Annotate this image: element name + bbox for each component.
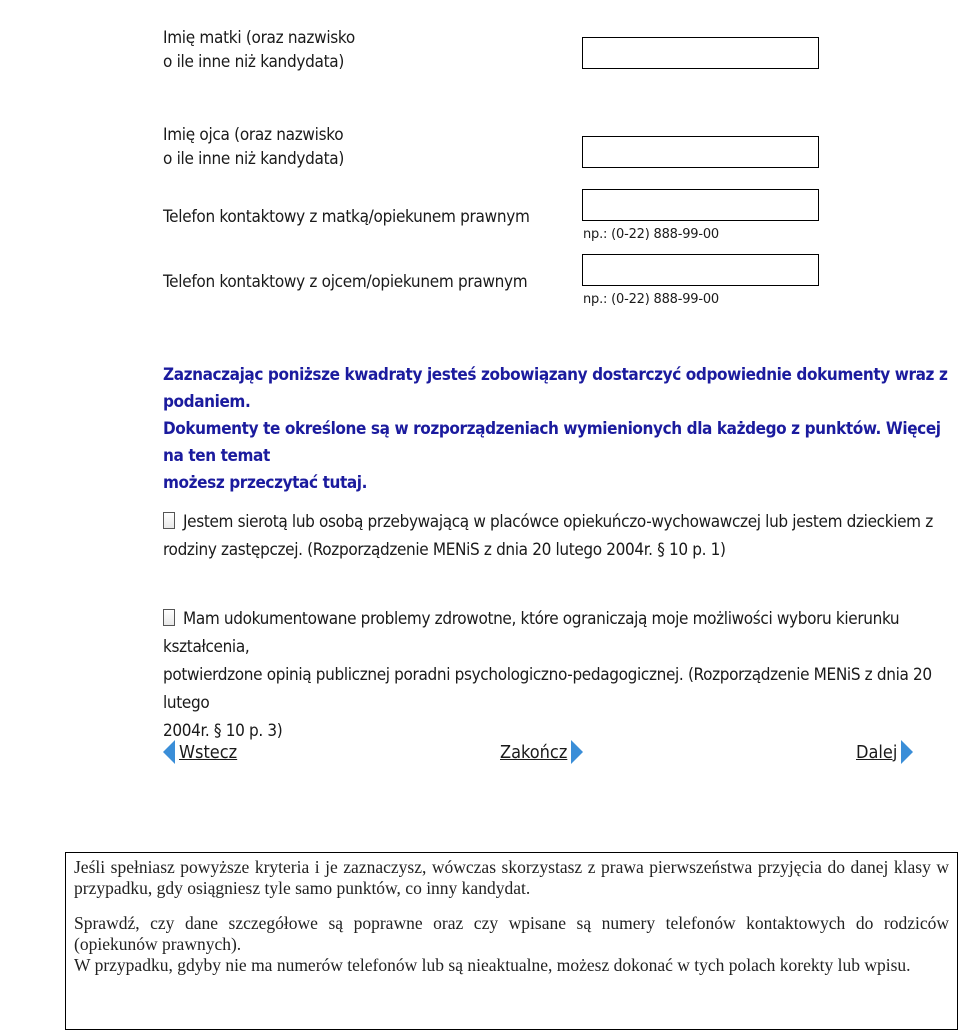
option-orphan: [163, 508, 953, 564]
father-label-line2: o ile inne niż kandydata): [163, 149, 345, 169]
health-text-line1: Mam udokumentowane problemy zdrowotne, które ograniczają moje możliwości wyboru kierunku kształcenia,: [163, 609, 900, 657]
arrow-right-icon: [571, 740, 583, 764]
info-box: [65, 852, 958, 1030]
back-label: Wstecz: [179, 741, 238, 763]
info-paragraph-3: W przypadku, gdyby nie ma numerów telefonów lub są nieaktualne, możesz dokonać w tych polach korekty lub wpisu.: [74, 955, 911, 975]
phone-father-label: Telefon kontaktowy z ojcem/opiekunem prawnym: [163, 272, 528, 292]
father-name-label: [163, 123, 344, 171]
orphan-text-line1: Jestem sierotą lub osobą przebywającą w placówce opiekuńczo-wychowawczej lub jestem dzieckiem z: [183, 512, 933, 532]
phone-mother-hint: np.: (0-22) 888-99-00: [583, 227, 719, 242]
health-text-line2: potwierdzone opinią publicznej poradni psychologiczno-pedagogicznej. (Rozporządzenie MENiS z dnia 20 lutego: [163, 665, 932, 713]
finish-label: Zakończ: [500, 741, 568, 763]
arrow-left-icon: [163, 740, 175, 764]
mother-name-label: [163, 26, 355, 74]
health-text-line3: 2004r. § 10 p. 3): [163, 721, 283, 741]
info-paragraph-2: Sprawdź, czy dane szczegółowe są poprawne oraz czy wpisane są numery telefonów kontaktowych do rodziców (opiekunów prawnych).: [74, 913, 949, 954]
father-label-line1: Imię ojca (oraz nazwisko: [163, 125, 344, 145]
phone-father-hint: np.: (0-22) 888-99-00: [583, 292, 719, 307]
father-name-input[interactable]: [582, 136, 819, 168]
documents-notice: [163, 362, 953, 497]
phone-mother-input[interactable]: [582, 189, 819, 221]
option-health: [163, 605, 953, 745]
arrow-right-icon: [901, 740, 913, 764]
phone-father-input[interactable]: [582, 254, 819, 286]
orphan-checkbox[interactable]: [163, 512, 175, 529]
back-button[interactable]: [163, 740, 237, 764]
next-button[interactable]: [856, 740, 913, 764]
notice-line3[interactable]: możesz przeczytać tutaj.: [163, 473, 368, 493]
orphan-text-line2: rodziny zastępczej. (Rozporządzenie MENiS z dnia 20 lutego 2004r. § 10 p. 1): [163, 540, 726, 560]
next-label: Dalej: [856, 741, 898, 763]
health-checkbox[interactable]: [163, 609, 175, 626]
notice-line1: Zaznaczając poniższe kwadraty jesteś zobowiązany dostarczyć odpowiednie dokumenty wraz z podaniem.: [163, 365, 948, 412]
notice-line2: Dokumenty te określone są w rozporządzeniach wymienionych dla każdego z punktów. Więcej na ten temat: [163, 419, 941, 466]
finish-button[interactable]: [500, 740, 583, 764]
mother-label-line2: o ile inne niż kandydata): [163, 52, 345, 72]
mother-name-input[interactable]: [582, 37, 819, 69]
mother-label-line1: Imię matki (oraz nazwisko: [163, 28, 355, 48]
phone-mother-label: Telefon kontaktowy z matką/opiekunem prawnym: [163, 207, 530, 227]
info-paragraph-1: Jeśli spełniasz powyższe kryteria i je zaznaczysz, wówczas skorzystasz z prawa pierwszeństwa przyjęcia do danej klasy w przypadku, gdy osiągniesz tyle samo punktów, co inny kandydat.: [74, 857, 949, 898]
